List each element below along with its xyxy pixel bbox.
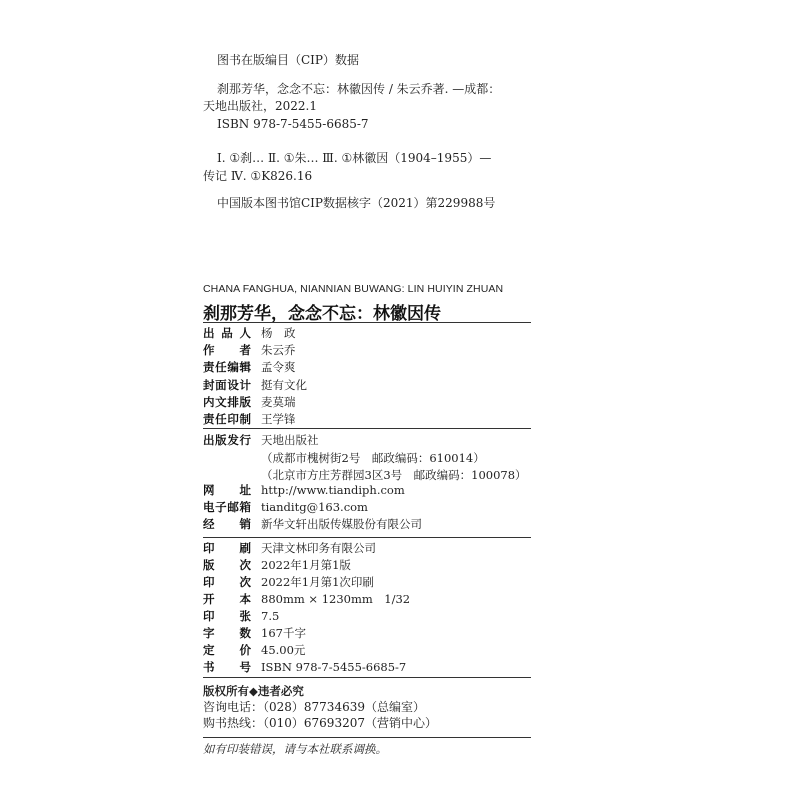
cip-entry-line2: 天地出版社，2022.1 <box>203 99 317 113</box>
field-label: 经 销 <box>203 517 251 531</box>
divider <box>203 537 531 538</box>
divider <box>203 428 531 429</box>
field-label: 出 版 发 行 <box>203 433 251 447</box>
divider <box>203 737 531 738</box>
divider <box>203 322 531 323</box>
field-value: 孟令爽 <box>261 360 296 375</box>
field-label: 网 址 <box>203 483 251 497</box>
field-label: 作 者 <box>203 343 251 358</box>
field-value: tianditg@163.com <box>261 500 368 514</box>
field-value: 2022年1月第1次印刷 <box>261 575 374 589</box>
field-value: 2022年1月第1版 <box>261 558 351 572</box>
field-value: 167千字 <box>261 626 306 640</box>
consult-phone: 咨询电话：（028）87734639（总编室） <box>203 700 425 714</box>
field-label: 定 价 <box>203 643 251 657</box>
cip-entry-line1: 刹那芳华，念念不忘：林徽因传 / 朱云乔著. —成都： <box>217 82 501 96</box>
field-value: http://www.tiandiph.com <box>261 483 405 497</box>
field-value: ISBN 978-7-5455-6685-7 <box>261 660 407 674</box>
field-value: 天津文林印务有限公司 <box>261 541 376 555</box>
field-value: 新华文轩出版传媒股份有限公司 <box>261 517 422 531</box>
cip-heading: 图书在版编目（CIP）数据 <box>217 53 359 67</box>
field-label: 电 子 邮 箱 <box>203 500 251 514</box>
divider <box>203 677 531 678</box>
field-label: 封 面 设 计 <box>203 377 251 392</box>
field-label: 印 刷 <box>203 541 251 555</box>
publisher-address-chengdu: （成都市槐树街2号 邮政编码：610014） <box>261 451 485 465</box>
field-label: 印 张 <box>203 609 251 623</box>
field-label: 责 任 编 辑 <box>203 360 251 375</box>
field-value: 王学锋 <box>261 412 296 426</box>
cip-isbn: ISBN 978-7-5455-6685-7 <box>217 117 369 131</box>
field-label: 印 次 <box>203 575 251 589</box>
defect-note: 如有印装错误，请与本社联系调换。 <box>203 742 387 756</box>
field-label: 书 号 <box>203 660 251 674</box>
field-label: 内 文 排 版 <box>203 394 251 409</box>
rights-notice: 版权所有◆违者必究 <box>203 684 304 698</box>
cip-library-note: 中国版本图书馆CIP数据核字（2021）第229988号 <box>217 196 496 210</box>
field-value: 挺有文化 <box>261 377 307 392</box>
book-title: 刹那芳华，念念不忘：林徽因传 <box>203 304 441 324</box>
book-pinyin-title: CHANA FANGHUA, NIANNIAN BUWANG: LIN HUIYIN ZHUAN <box>203 283 504 295</box>
field-value: 7.5 <box>261 609 280 623</box>
field-value: 880mm × 1230mm 1/32 <box>261 592 411 606</box>
cip-subject-line2: 传记 Ⅳ. ①K826.16 <box>203 169 313 183</box>
field-value: 杨 政 <box>261 326 296 340</box>
cip-subject-line1: Ⅰ. ①刹… Ⅱ. ①朱… Ⅲ. ①林徽因（1904–1955）— <box>217 151 492 165</box>
field-label: 责 任 印 制 <box>203 412 251 426</box>
field-value: 45.00元 <box>261 643 306 657</box>
publisher-address-beijing: （北京市方庄芳群园3区3号 邮政编码：100078） <box>261 468 527 482</box>
sales-hotline: 购书热线：（010）67693207（营销中心） <box>203 716 437 730</box>
field-value: 麦莫瑞 <box>261 394 296 409</box>
field-label: 出 品 人 <box>203 326 251 340</box>
field-label: 版 次 <box>203 558 251 572</box>
field-label: 开 本 <box>203 592 251 606</box>
publisher-name: 天地出版社 <box>261 433 319 447</box>
field-value: 朱云乔 <box>261 343 296 358</box>
field-label: 字 数 <box>203 626 251 640</box>
